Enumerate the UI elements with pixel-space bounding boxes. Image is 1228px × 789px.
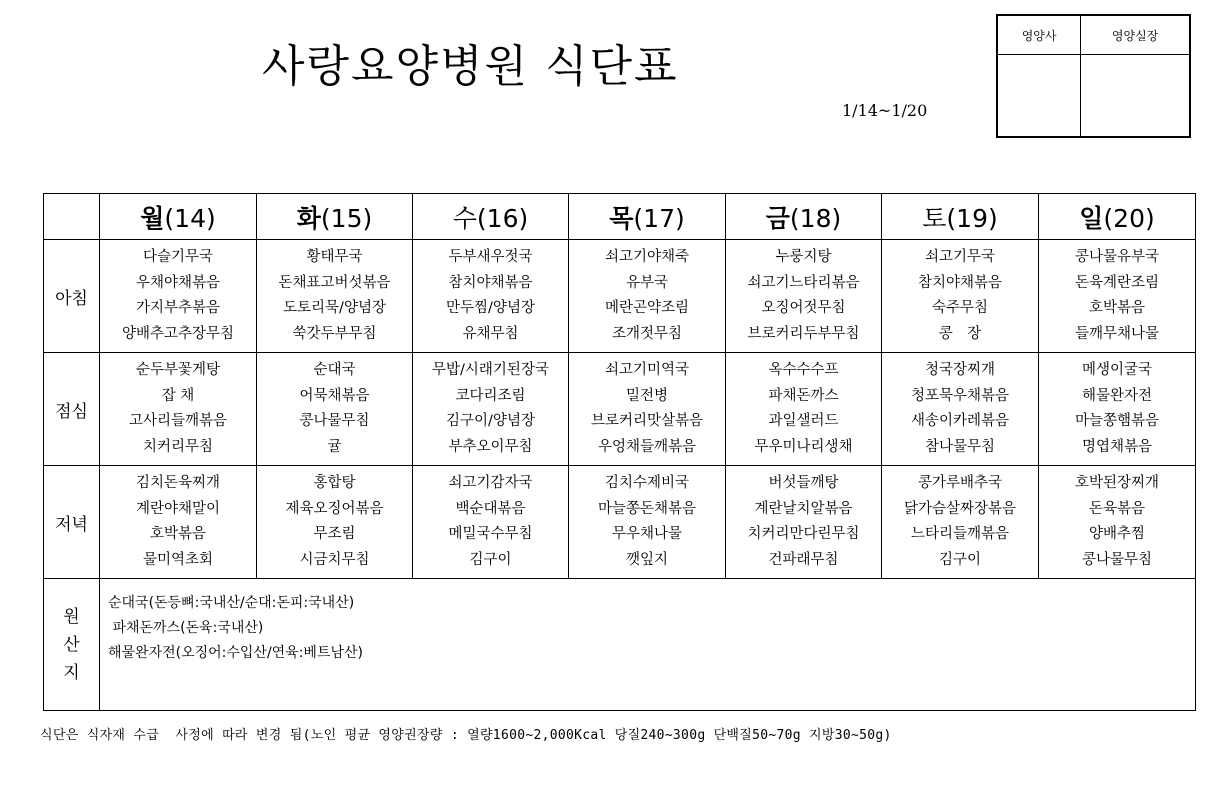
menu-cell — [569, 353, 726, 466]
menu-item: 메밀국수무침 — [448, 526, 533, 542]
menu-item: 치커리만다린무침 — [747, 526, 860, 542]
menu-item: 계란날치알볶음 — [754, 500, 853, 517]
menu-item: 김치수제비국 — [604, 475, 690, 491]
menu-item: 무우미나리생채 — [754, 438, 853, 455]
menu-item: 물미역초회 — [142, 551, 214, 568]
menu-item: 쑥갓두부무침 — [292, 325, 377, 342]
menu-item: 가지부추볶음 — [135, 300, 221, 316]
menu-item: 코다리조림 — [455, 387, 526, 404]
menu-item: 양배추찜 — [1088, 526, 1146, 542]
menu-cell — [413, 353, 569, 466]
origin-line: 파채돈까스(돈육:국내산) — [108, 620, 264, 636]
origin-line: 해물완자전(오징어:수입산/연육:베트남산) — [108, 645, 363, 661]
day-header-thu: 목(17) — [569, 194, 726, 240]
menu-item: 콩가루배추국 — [917, 475, 1003, 491]
menu-item: 콩나물무침 — [1081, 551, 1153, 568]
menu-item: 청포묵우채볶음 — [910, 387, 1010, 404]
origin-row — [44, 579, 1196, 711]
menu-cell — [726, 353, 882, 466]
menu-item: 김구이/양념장 — [446, 413, 535, 429]
menu-item: 치커리무침 — [142, 438, 214, 455]
menu-item: 쇠고기무국 — [924, 249, 996, 265]
menu-item: 옥수수수프 — [768, 362, 839, 378]
menu-item: 우엉채들깨볶음 — [597, 438, 697, 455]
menu-item: 김구이 — [938, 551, 982, 568]
menu-item: 조개젓무침 — [611, 325, 683, 342]
menu-item: 닭가슴살짜장볶음 — [903, 500, 1017, 517]
menu-item: 해물완자전 — [1081, 387, 1153, 404]
menu-cell — [100, 466, 257, 579]
menu-item: 김치돈육찌개 — [135, 475, 221, 491]
menu-item: 쇠고기야채죽 — [604, 249, 690, 265]
menu-item: 과일샐러드 — [768, 413, 839, 429]
menu-cell — [882, 353, 1039, 466]
approval-box — [996, 14, 1191, 138]
origin-line: 순대국(돈등뼈:국내산/순대:돈피:국내산) — [108, 595, 355, 611]
day-header-sun: 일(20) — [1039, 194, 1196, 240]
menu-cell — [1039, 353, 1196, 466]
menu-item: 만두찜/양념장 — [446, 300, 535, 316]
menu-item: 도토리묵/양념장 — [283, 300, 386, 316]
menu-item: 오징어젓무침 — [761, 300, 846, 316]
menu-item: 백순대볶음 — [455, 500, 526, 517]
menu-item: 귤 — [327, 438, 342, 455]
menu-item: 잡 채 — [161, 387, 195, 404]
menu-item: 부추오이무침 — [448, 438, 533, 455]
menu-item: 김구이 — [469, 551, 512, 568]
origin-info — [100, 579, 1196, 711]
menu-cell — [100, 353, 257, 466]
menu-item: 다슬기무국 — [142, 249, 214, 265]
meal-row-dinner — [44, 466, 1196, 579]
menu-cell — [257, 466, 413, 579]
menu-item: 유부국 — [625, 274, 669, 291]
menu-cell — [882, 466, 1039, 579]
menu-item: 콩나물유부국 — [1074, 249, 1160, 265]
approval-sign-dietitian — [998, 55, 1081, 137]
menu-item: 순두부꽃게탕 — [135, 362, 221, 378]
approval-header-dietitian: 영양사 — [998, 16, 1081, 55]
menu-item: 고사리들깨볶음 — [128, 413, 228, 429]
menu-item: 명엽채볶음 — [1081, 438, 1153, 455]
approval-header-chief: 영양실장 — [1081, 16, 1190, 55]
menu-item: 황태무국 — [306, 249, 363, 265]
menu-item: 호박된장찌개 — [1074, 475, 1160, 491]
menu-item: 깻잎지 — [625, 551, 669, 568]
meal-row-breakfast — [44, 240, 1196, 353]
menu-item: 콩 장 — [938, 325, 982, 342]
menu-item: 브로커리두부무침 — [747, 325, 860, 342]
menu-item: 브로커리맛살볶음 — [590, 413, 704, 429]
meal-label-lunch: 점심 — [44, 353, 100, 466]
menu-item: 양배추고추장무침 — [121, 325, 235, 342]
meal-label-breakfast: 아침 — [44, 240, 100, 353]
menu-item: 쇠고기감자국 — [448, 475, 533, 491]
date-range: 1/14~1/20 — [842, 101, 928, 120]
menu-item: 제육오징어볶음 — [285, 500, 384, 517]
menu-cell — [413, 240, 569, 353]
menu-item: 돈육볶음 — [1088, 500, 1146, 517]
menu-item: 건파래무침 — [768, 551, 839, 568]
menu-item: 숙주무침 — [931, 300, 989, 316]
meal-label-dinner: 저녁 — [44, 466, 100, 579]
menu-item: 홍합탕 — [313, 475, 356, 491]
day-header-sat: 토(19) — [882, 194, 1039, 240]
corner-cell — [44, 194, 100, 240]
menu-item: 쇠고기미역국 — [604, 362, 690, 378]
menu-item: 콩나물무침 — [299, 413, 370, 429]
menu-item: 새송이카레볶음 — [910, 413, 1010, 429]
menu-item: 호박볶음 — [1088, 300, 1146, 316]
menu-item: 마늘쫑돈채볶음 — [597, 500, 697, 517]
menu-item: 유채무침 — [462, 325, 519, 342]
menu-cell — [257, 353, 413, 466]
menu-item: 돈육계란조림 — [1074, 274, 1160, 291]
menu-cell — [1039, 240, 1196, 353]
menu-item: 버섯들깨탕 — [768, 475, 839, 491]
menu-item: 메란곤약조림 — [604, 300, 690, 316]
menu-cell — [726, 240, 882, 353]
menu-cell — [413, 466, 569, 579]
menu-cell — [882, 240, 1039, 353]
menu-item: 마늘쫑햄볶음 — [1074, 413, 1160, 429]
approval-sign-chief — [1081, 55, 1190, 137]
menu-item: 무조림 — [313, 526, 356, 542]
menu-cell — [726, 466, 882, 579]
menu-item: 참치야채볶음 — [917, 274, 1003, 291]
menu-item: 누룽지탕 — [775, 249, 832, 265]
day-header-row — [44, 194, 1196, 240]
meal-row-lunch — [44, 353, 1196, 466]
origin-label: 원 산 지 — [44, 579, 100, 711]
menu-item: 시금치무침 — [299, 551, 370, 568]
menu-item: 계란야채말이 — [135, 500, 221, 517]
menu-cell — [100, 240, 257, 353]
menu-item: 들깨무채나물 — [1074, 325, 1160, 342]
menu-item: 파채돈까스 — [768, 387, 839, 404]
menu-item: 무밥/시래기된장국 — [432, 362, 549, 378]
menu-item: 호박볶음 — [149, 526, 207, 542]
menu-item: 참나물무침 — [924, 438, 996, 455]
menu-item: 돈채표고버섯볶음 — [278, 274, 391, 291]
menu-item: 두부새우젓국 — [448, 249, 533, 265]
footer-note: 식단은 식자재 수급 사정에 따라 변경 됨(노인 평균 영양권장량 : 열량1600~2,000Kcal 당질240~300g 단백질50~70g 지방30~50g) — [40, 728, 892, 743]
menu-item: 어묵채볶음 — [299, 387, 370, 404]
menu-item: 우채야채볶음 — [135, 274, 221, 291]
day-header-tue: 화(15) — [257, 194, 413, 240]
day-header-fri: 금(18) — [726, 194, 882, 240]
menu-item: 순대국 — [313, 362, 356, 378]
menu-cell — [1039, 466, 1196, 579]
menu-item: 무우채나물 — [611, 526, 683, 542]
menu-item: 청국장찌개 — [924, 362, 996, 378]
menu-table — [43, 193, 1196, 711]
menu-item: 밀전병 — [625, 387, 669, 404]
menu-item: 참치야채볶음 — [448, 274, 533, 291]
day-header-wed: 수(16) — [413, 194, 569, 240]
menu-cell — [569, 240, 726, 353]
menu-item: 메생이굴국 — [1081, 362, 1153, 378]
menu-cell — [569, 466, 726, 579]
menu-item: 느타리들깨볶음 — [910, 526, 1010, 542]
day-header-mon: 월(14) — [100, 194, 257, 240]
menu-cell — [257, 240, 413, 353]
page-title: 사랑요양병원 식단표 — [262, 41, 679, 92]
menu-item: 쇠고기느타리볶음 — [747, 274, 860, 291]
